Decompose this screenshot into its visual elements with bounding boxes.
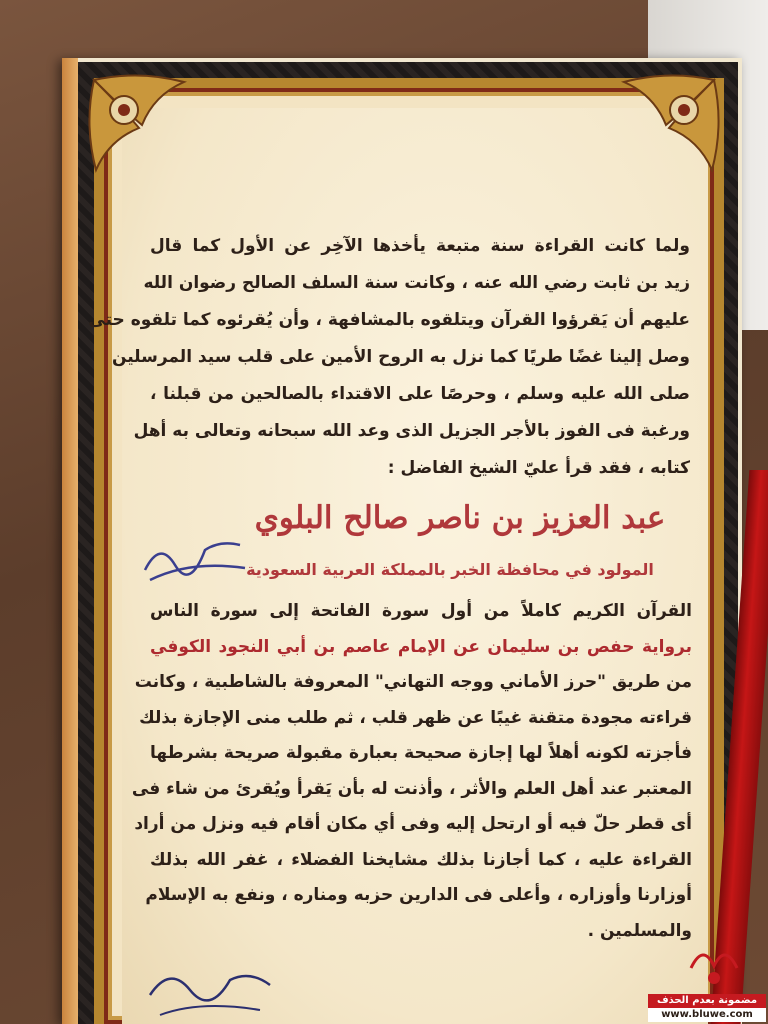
ornament-corner-icon <box>84 70 194 180</box>
main-line: القرآن الكريم كاملاً من أول سورة الفاتحة إلى سورة الناس <box>150 601 692 621</box>
main-line: أوزارنا وأوزاره ، وأعلى فى الدارين حزبه ومناره ، ونفع به الإسلام <box>145 885 692 905</box>
main-line: القراءة عليه ، كما أجازنا بذلك مشايخنا الفضلاء ، غفر الله بذلك <box>150 849 692 870</box>
signature-stamp-icon <box>140 955 310 1024</box>
intro-line: وصل إلينا غضًا طريًا كما نزل به الروح الأمين على قلب سيد المرسلين <box>111 347 690 367</box>
certificate-edge <box>62 58 78 1024</box>
main-line: المعتبر عند أهل العلم والأثر ، وأذنت له بأن يَقرأ ويُقرئ من شاء فى <box>131 778 692 799</box>
intro-line: زيد بن ثابت رضي الله عنه ، وكانت سنة السلف الصالح رضوان الله <box>143 273 690 293</box>
watermark-site-name: مضمونة بعدم الحذف <box>648 994 766 1008</box>
main-line: أى قطر حلّ فيه أو ارتحل إليه وفى أي مكان أقام فيه ونزل من أراد <box>134 814 692 834</box>
intro-line: عليهم أن يَقرؤوا القرآن ويتلقوه بالمشافهة ، وأن يُقرئوه كما تلقوه حتى <box>88 310 690 330</box>
intro-line: صلى الله عليه وسلم ، وحرصًا على الاقتداء بالصالحين من قبلنا ، <box>150 384 690 404</box>
signature-icon <box>140 520 250 590</box>
main-paragraph <box>131 594 692 949</box>
watermark-logo-icon <box>683 938 745 994</box>
ornament-corner-icon <box>614 70 724 180</box>
main-line: قراءته مجودة متقنة غيبًا عن ظهر قلب ، ثم طلب منى الإجازة بذلك <box>139 707 692 728</box>
main-line: والمسلمين . <box>587 920 692 941</box>
intro-line: كتابه ، فقد قرأ عليّ الشيخ الفاضل : <box>387 458 690 478</box>
birthplace-line: المولود في محافظة الخبر بالمملكة العربية السعودية <box>246 560 654 579</box>
intro-line: ورغبة فى الفوز بالأجر الجزيل الذى وعد الله سبحانه وتعالى به أهل <box>133 421 690 441</box>
intro-line: ولما كانت القراءة سنة متبعة يأخذها الآخِر عن الأول كما قال <box>150 236 690 256</box>
main-line: من طريق "حرز الأماني ووجه التهاني" المعروفة بالشاطبية ، وكانت <box>134 672 692 692</box>
student-name: عبد العزيز بن ناصر صالح البلوي <box>254 500 666 536</box>
intro-paragraph <box>88 228 690 487</box>
watermark <box>648 994 766 1024</box>
main-line: برواية حفص بن سليمان عن الإمام عاصم بن أبي النجود الكوفي <box>150 636 692 657</box>
main-line: فأجزته لكونه أهلاً لها إجازة صحيحة بعبارة مقبولة صريحة بشرطها <box>150 743 692 763</box>
watermark-url: www.bluwe.com <box>648 1008 766 1022</box>
